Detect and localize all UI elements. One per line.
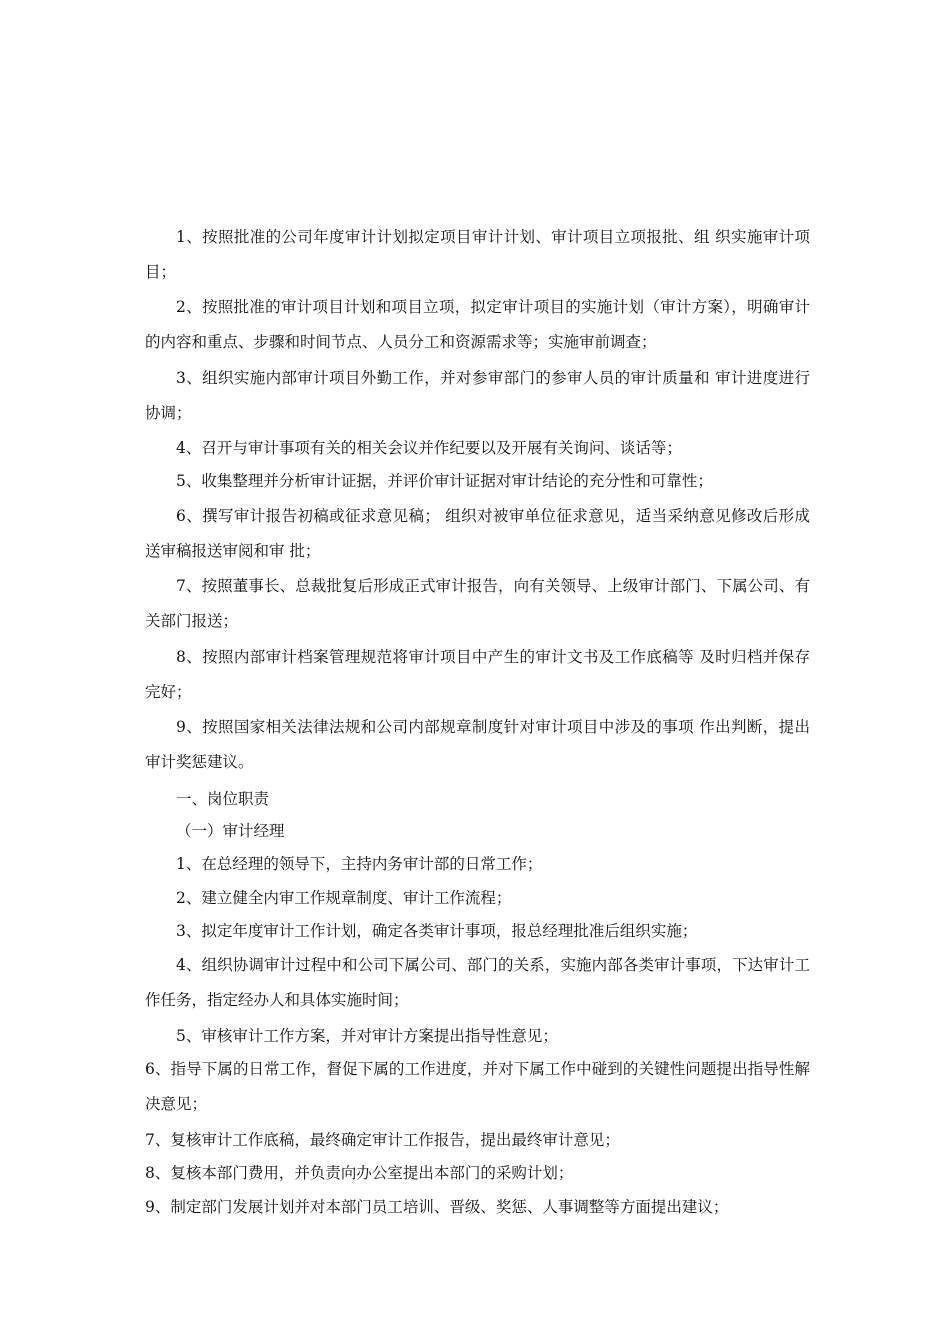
- duty-item-2: 2、建立健全内审工作规章制度、审计工作流程；: [176, 889, 512, 907]
- duty-item-5: 5、审核审计工作方案，并对审计方案提出指导性意见；: [176, 1027, 558, 1045]
- paragraph-8: 8、按照内部审计档案管理规范将审计项目中产生的审计文书及工作底稿等 及时归档并保存完好；: [145, 648, 810, 701]
- paragraph-9: 9、按照国家相关法律法规和公司内部规章制度针对审计项目中涉及的事项 作出判断，提出审计奖惩建议。: [145, 718, 810, 771]
- duty-item-7: 7、复核审计工作底稿，最终确定审计工作报告，提出最终审计意见；: [145, 1131, 620, 1149]
- paragraph-4: 4、召开与审计事项有关的相关会议并作纪要以及开展有关询问、谈话等；: [176, 439, 682, 457]
- paragraph-7: 7、按照董事长、总裁批复后形成正式审计报告，向有关领导、上级审计部门、下属公司、有关部门报送；: [145, 577, 810, 630]
- duty-item-6: 6、指导下属的日常工作，督促下属的工作进度，并对下属工作中碰到的关键性问题提出指导性解决意见；: [145, 1060, 810, 1113]
- paragraph-3: 3、组织实施内部审计项目外勤工作，并对参审部门的参审人员的审计质量和 审计进度进行协调；: [145, 369, 810, 422]
- section-heading: 一、岗位职责: [176, 790, 270, 808]
- duty-item-8: 8、复核本部门费用，并负责向办公室提出本部门的采购计划；: [145, 1164, 574, 1182]
- paragraph-1: 1、按照批准的公司年度审计计划拟定项目审计计划、审计项目立项报批、组 织实施审计项目；: [145, 228, 810, 281]
- paragraph-5: 5、收集整理并分析审计证据，并评价审计证据对审计结论的充分性和可靠性；: [176, 472, 713, 490]
- paragraph-2: 2、按照批准的审计项目计划和项目立项，拟定审计项目的实施计划（审计方案），明确审计的内容和重点、步骤和时间节点、人员分工和资源需求等；实施审前调查；: [145, 298, 810, 351]
- duty-item-3: 3、拟定年度审计工作计划，确定各类审计事项，报总经理批准后组织实施；: [176, 922, 698, 940]
- duty-item-9: 9、制定部门发展计划并对本部门员工培训、晋级、奖惩、人事调整等方面提出建议；: [145, 1198, 729, 1216]
- paragraph-6: 6、撰写审计报告初稿或征求意见稿； 组织对被审单位征求意见，适当采纳意见修改后形成送审稿报送审阅和审 批；: [145, 507, 810, 560]
- duty-item-4: 4、组织协调审计过程中和公司下属公司、部门的关系，实施内部各类审计事项，下达审计工作任务，指定经办人和具体实施时间；: [145, 956, 810, 1009]
- subsection-heading: （一）审计经理: [176, 822, 285, 840]
- duty-item-1: 1、在总经理的领导下，主持内务审计部的日常工作；: [176, 855, 543, 873]
